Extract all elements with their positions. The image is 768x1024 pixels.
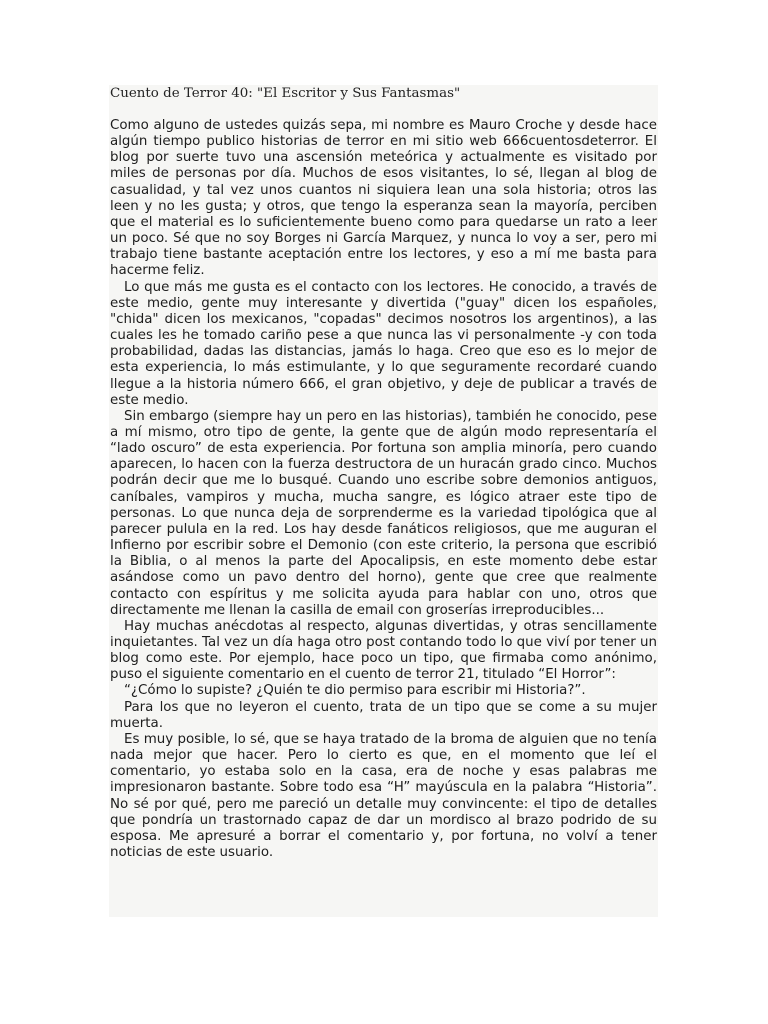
paragraph-1: Como alguno de ustedes quizás sepa, mi nombre es Mauro Croche y desde hace algún tiempo publico historias de terror en mi sitio web 666cuentosdeterror. El blog por suerte tuvo una ascensión meteórica y actualmente es visitado por miles de personas por día. Muchos de esos visitantes, lo sé, llegan al blog de casualidad, y tal vez unos cuantos ni siquiera lean una sola historia; otros las leen y no les gusta; y otros, que tengo la esperanza sean la mayoría, perciben que el material es lo suficientemente bueno como para quedarse un rato a leer un poco. Sé que no soy Borges ni García Marquez, y nunca lo voy a ser, pero mi trabajo tiene bastante aceptación entre los lectores, y eso a mí me basta para hacerme feliz. [110, 118, 657, 279]
paragraph-4: Hay muchas anécdotas al respecto, algunas divertidas, y otras sencillamente inquietantes. Tal vez un día haga otro post contando todo lo que viví por tener un blog como este. Por ejemplo, hace poco un tipo, que firmaba como anónimo, puso el siguiente comentario en el cuento de terror 21, titulado “El Horror”: [110, 618, 657, 683]
paragraph-6: Es muy posible, lo sé, que se haya tratado de la broma de alguien que no tenía nada mejor que hacer. Pero lo cierto es que, en el momento que leí el comentario, yo estaba solo en la casa, era de noche y esas palabras me impresionaron bastante. Sobre todo esa “H” mayúscula en la palabra “Historia”. No sé por qué, pero me pareció un detalle muy convincente: el tipo de detalles que pondría un trastornado capaz de dar un mordisco al brazo podrido de su esposa. Me apresuré a borrar el comentario y, por fortuna, no volví a tener noticias de este usuario. [110, 731, 657, 861]
text-block [109, 85, 658, 917]
quoted-comment: “¿Cómo lo supiste? ¿Quién te dio permiso para escribir mi Historia?”. [124, 683, 586, 699]
page-title: Cuento de Terror 40: "El Escritor y Sus Fantasmas" [110, 86, 461, 101]
paragraph-2: Lo que más me gusta es el contacto con los lectores. He conocido, a través de este medio, gente muy interesante y divertida ("guay" dicen los españoles, "chida" dicen los mexicanos, "copadas" decimos nosotros los argentinos), a las cuales les he tomado cariño pese a que nunca las vi personalmente -y con toda probabilidad, dadas las distancias, jamás lo haga. Creo que eso es lo mejor de esta experiencia, lo más estimulante, y lo que seguramente recordaré cuando llegue a la historia número 666, el gran objetivo, y deje de publicar a través de este medio. [110, 279, 657, 408]
paragraph-3: Sin embargo (siempre hay un pero en las historias), también he conocido, pese a mí mismo, otro tipo de gente, la gente que de algún modo representaría el “lado oscuro” de esta experiencia. Por fortuna son amplia minoría, pero cuando aparecen, lo hacen con la fuerza destructora de un huracán grado cinco. Muchos podrán decir que me lo busqué. Cuando uno escribe sobre demonios antiguos, caníbales, vampiros y mucha, mucha sangre, es lógico atraer este tipo de personas. Lo que nunca deja de sorprenderme es la variedad tipológica que al parecer pulula en la red. Los hay desde fanáticos religiosos, que me auguran el Infierno por escribir sobre el Demonio (con este criterio, la persona que escribió la Biblia, o al menos la parte del Apocalipsis, en este momento debe estar asándose como un pavo dentro del horno), gente que cree que realmente contacto con espíritus y me solicita ayuda para hablar con uno, otros que directamente me llenan la casilla de email con groserías irreproducibles... [110, 408, 657, 618]
story-body [110, 118, 657, 861]
paragraph-5: Para los que no leyeron el cuento, trata de un tipo que se come a su mujer muerta. [110, 699, 657, 731]
